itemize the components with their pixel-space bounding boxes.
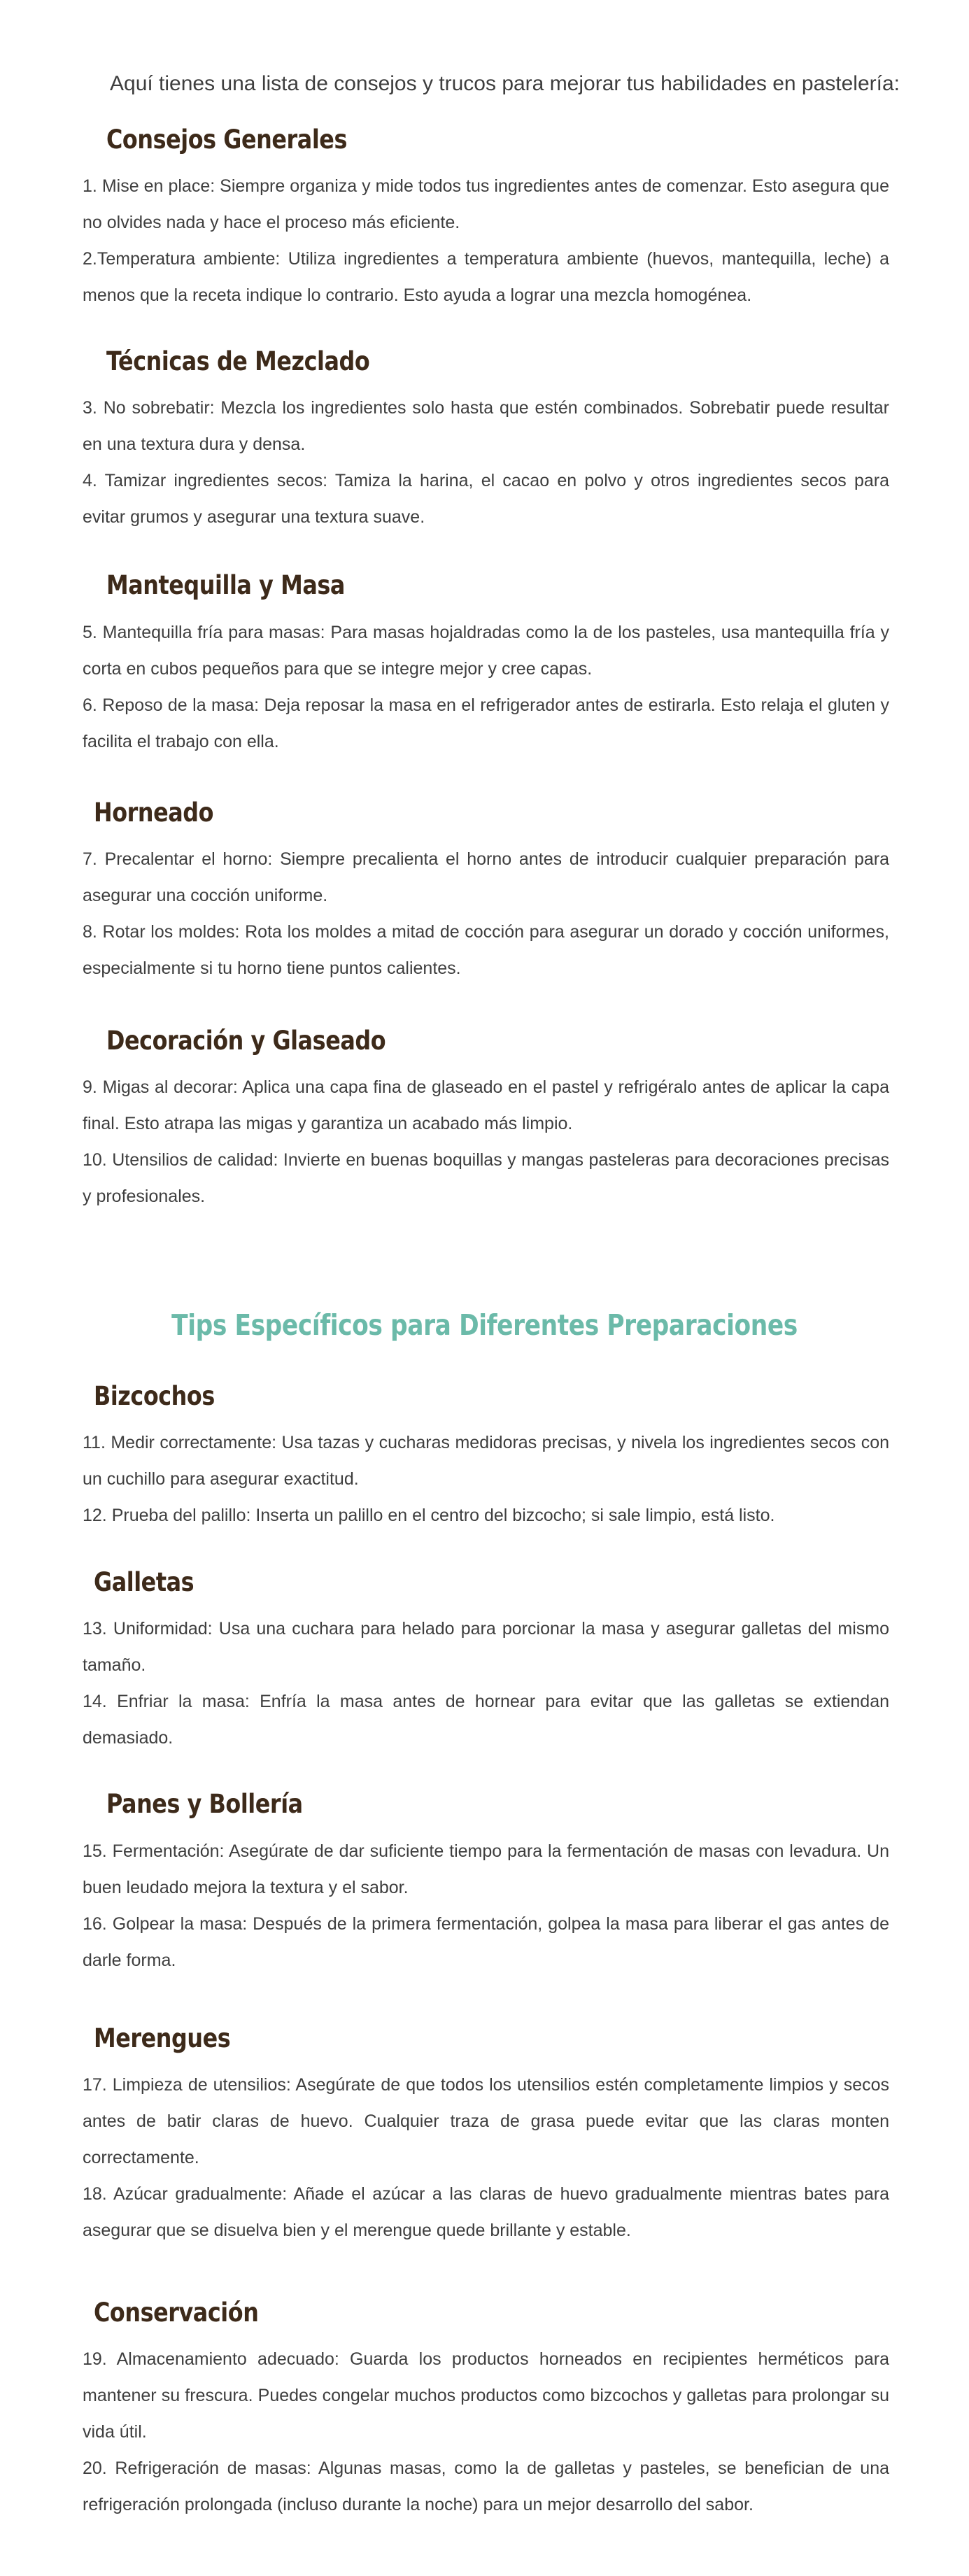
heading-consejos-generales: Consejos Generales [106, 125, 347, 155]
heading-decoracion-glaseado: Decoración y Glaseado [106, 1026, 386, 1056]
heading-bizcochos: Bizcochos [94, 1381, 215, 1411]
intro-text: Aquí tienes una lista de consejos y trucos para mejorar tus habilidades en pastelería: [110, 72, 900, 95]
list-item: 2.Temperatura ambiente: Utiliza ingredientes a temperatura ambiente (huevos, mantequilla, leche) a menos que la receta indique lo contrario. Esto ayuda a lograr una mezcla homogénea. [83, 249, 889, 305]
list-item: 6. Reposo de la masa: Deja reposar la masa en el refrigerador antes de estirarla. Esto relaja el gluten y facilita el trabajo con ella. [83, 695, 890, 751]
heading-tecnicas-mezclado: Técnicas de Mezclado [106, 346, 370, 376]
heading-galletas: Galletas [94, 1567, 194, 1597]
heading-merengues: Merengues [94, 2023, 231, 2053]
list-item: 19. Almacenamiento adecuado: Guarda los productos horneados en recipientes herméticos para mantener su frescura. Puedes congelar muchos productos como bizcochos y galletas para prolongar su vida útil. [83, 2349, 889, 2442]
list-item: 9. Migas al decorar: Aplica una capa fina de glaseado en el pastel y refrigéralo antes de aplicar la capa final. Esto atrapa las migas y garantiza un acabado más limpio. [83, 1077, 889, 1133]
list-item: 16. Golpear la masa: Después de la primera fermentación, golpea la masa para liberar el gas antes de darle forma. [83, 1914, 890, 1970]
heading-tips-especificos: Tips Específicos para Diferentes Preparaciones [171, 1308, 798, 1342]
list-item: 7. Precalentar el horno: Siempre precalienta el horno antes de introducir cualquier preparación para asegurar una cocción uniforme. [83, 849, 889, 905]
list-item: 5. Mantequilla fría para masas: Para masas hojaldradas como la de los pasteles, usa mantequilla fría y corta en cubos pequeños para que se integre mejor y cree capas. [83, 623, 889, 679]
list-item: 13. Uniformidad: Usa una cuchara para helado para porcionar la masa y asegurar galletas del mismo tamaño. [83, 1619, 889, 1675]
list-item: 20. Refrigeración de masas: Algunas masas, como la de galletas y pasteles, se benefician de una refrigeración prolongada (incluso durante la noche) para un mejor desarrollo del sabor. [83, 2458, 890, 2514]
heading-conservacion: Conservación [94, 2298, 259, 2328]
list-item: 10. Utensilios de calidad: Invierte en buenas boquillas y mangas pasteleras para decoraciones precisas y profesionales. [83, 1150, 889, 1206]
heading-horneado: Horneado [94, 798, 214, 828]
list-item: 15. Fermentación: Asegúrate de dar suficiente tiempo para la fermentación de masas con levadura. Un buen leudado mejora la textura y el sabor. [83, 1841, 890, 1897]
list-item: 14. Enfriar la masa: Enfría la masa antes de hornear para evitar que las galletas se extiendan demasiado. [83, 1692, 889, 1748]
list-item: 1. Mise en place: Siempre organiza y mide todos tus ingredientes antes de comenzar. Esto asegura que no olvides nada y hace el proceso más eficiente. [83, 176, 889, 232]
heading-mantequilla-masa: Mantequilla y Masa [106, 570, 345, 600]
list-item: 18. Azúcar gradualmente: Añade el azúcar a las claras de huevo gradualmente mientras bates para asegurar que se disuelva bien y el merengue quede brillante y estable. [83, 2184, 889, 2240]
list-item: 12. Prueba del palillo: Inserta un palillo en el centro del bizcocho; si sale limpio, está listo. [83, 1506, 775, 1525]
list-item: 17. Limpieza de utensilios: Asegúrate de que todos los utensilios estén completamente limpios y secos antes de batir claras de huevo. Cualquier traza de grasa puede evitar que las claras monten correctamente. [83, 2075, 889, 2167]
list-item: 3. No sobrebatir: Mezcla los ingredientes solo hasta que estén combinados. Sobrebatir puede resultar en una textura dura y densa. [83, 398, 889, 454]
list-item: 8. Rotar los moldes: Rota los moldes a mitad de cocción para asegurar un dorado y cocción uniformes, especialmente si tu horno tiene puntos calientes. [83, 922, 890, 978]
list-item: 11. Medir correctamente: Usa tazas y cucharas medidoras precisas, y nivela los ingredientes secos con un cuchillo para asegurar exactitud. [83, 1433, 890, 1489]
heading-panes-bolleria: Panes y Bollería [106, 1789, 303, 1819]
list-item: 4. Tamizar ingredientes secos: Tamiza la harina, el cacao en polvo y otros ingredientes secos para evitar grumos y asegurar una textura suave. [83, 471, 890, 527]
